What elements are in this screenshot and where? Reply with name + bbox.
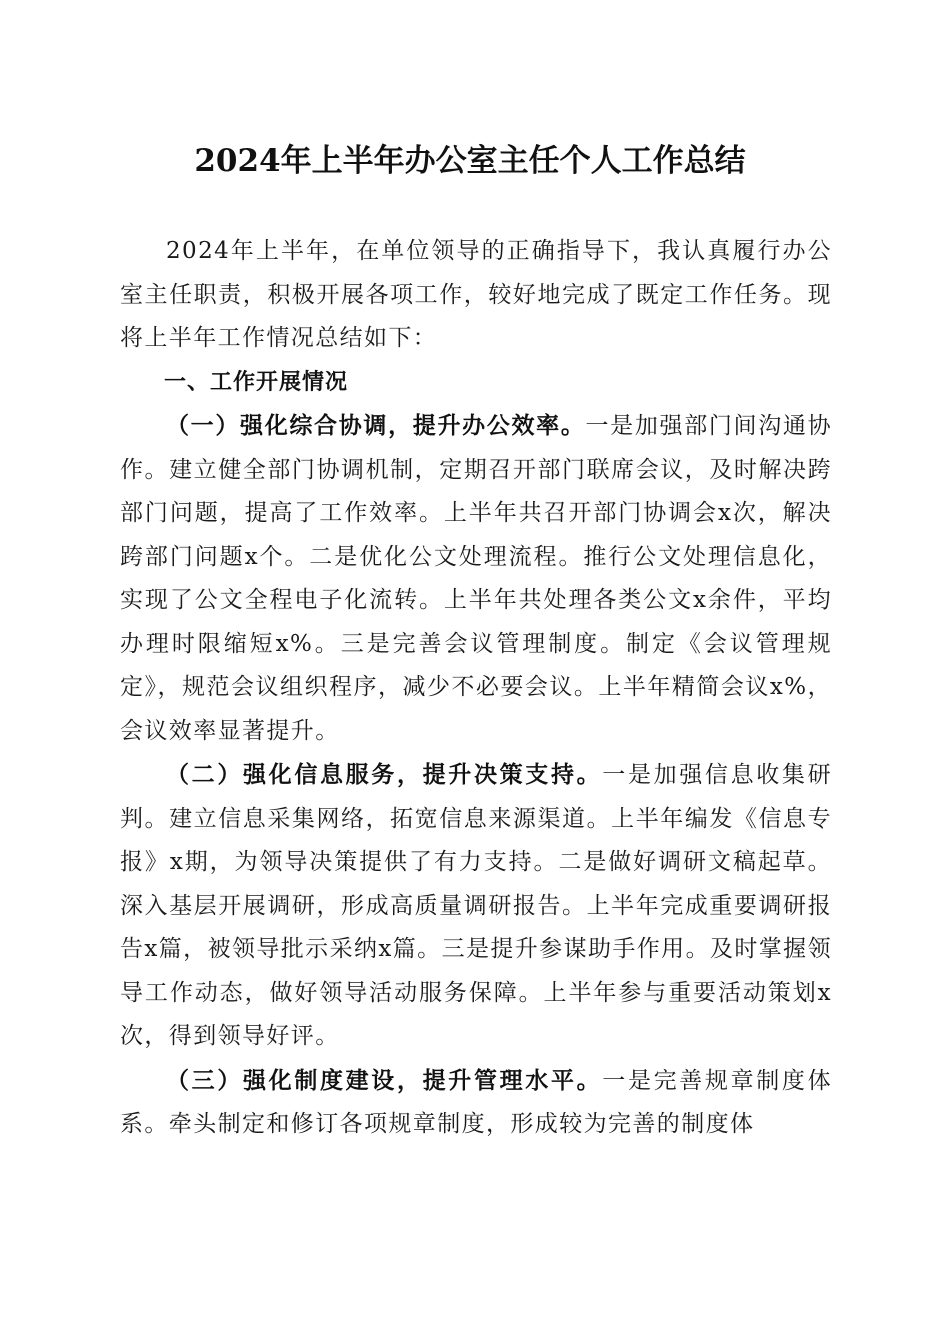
section-item-3-text: 一是完善规章制度体系。牵头制定和修订各项规章制度，形成较为完善的制度体	[120, 1067, 832, 1137]
section-item-1-text: 一是加强部门间沟通协作。建立健全部门协调机制，定期召开部门联席会议，及时解决跨部门问题，提高了工作效率。上半年共召开部门协调会x次，解决跨部门问题x个。二是优化公文处理流程。推行公文处理信息化，实现了公文全程电子化流转。上半年共处理各类公文x余件，平均办理时限缩短x%。三是完善会议管理制度。制定《会议管理规定》，规范会议组织程序，减少不必要会议。上半年精简会议x%，会议效率显著提升。	[120, 413, 832, 744]
intro-paragraph: 2024年上半年，在单位领导的正确指导下，我认真履行办公室主任职责，积极开展各项工作，较好地完成了既定工作任务。现将上半年工作情况总结如下：	[120, 238, 832, 351]
section-heading: 一、工作开展情况	[164, 369, 349, 395]
section-item-1-lead: （一）强化综合协调，提升办公效率。	[166, 412, 586, 439]
section-item-3-lead: （三）强化制度建设，提升管理水平。	[166, 1066, 603, 1094]
section-item-2	[120, 753, 832, 1059]
section-item-1	[120, 404, 832, 753]
section-item-2-lead: （二）强化信息服务，提升决策支持。	[166, 761, 603, 788]
document-title: 2024年上半年办公室主任个人工作总结	[194, 143, 746, 179]
section-item-3	[120, 1059, 832, 1147]
section-item-2-text: 一是加强信息收集研判。建立信息采集网络，拓宽信息来源渠道。上半年编发《信息专报》x期，为领导决策提供了有力支持。二是做好调研文稿起草。深入基层开展调研，形成高质量调研报告。上半年完成重要调研报告x篇，被领导批示采纳x篇。三是提升参谋助手作用。及时掌握领导工作动态，做好领导活动服务保障。上半年参与重要活动策划x次，得到领导好评。	[120, 762, 832, 1049]
document-body	[120, 230, 832, 1147]
